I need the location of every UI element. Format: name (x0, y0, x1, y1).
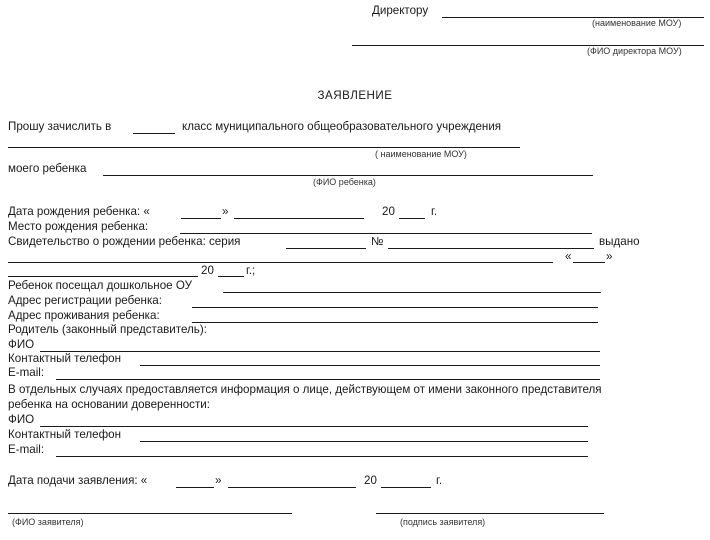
document-title: ЗАЯВЛЕНИЕ (317, 89, 393, 102)
child-name-caption: (ФИО ребенка) (313, 177, 376, 187)
child-label: моего ребенка (8, 162, 87, 175)
parent-phone-label: Контактный телефон (8, 352, 122, 365)
institution-field[interactable] (8, 147, 520, 148)
parent-phone-field[interactable] (140, 365, 600, 366)
proxy-email-field[interactable] (56, 456, 588, 457)
birth-date-label: Дата рождения ребенка: « (8, 205, 150, 218)
issued-by-field[interactable] (8, 262, 553, 263)
parent-email-label: E-mail: (8, 366, 45, 379)
proxy-note-line1: В отдельных случаях предоставляется информация о лице, действующем от имени законного представителя (8, 383, 602, 396)
reg-address-field[interactable] (192, 307, 598, 308)
submit-month-field[interactable] (228, 487, 356, 488)
reg-address-label: Адрес регистрации ребенка: (8, 294, 162, 307)
applicant-caption: (ФИО заявителя) (12, 517, 84, 527)
parent-fio-label: ФИО (8, 338, 35, 351)
director-label: Директору (372, 4, 429, 17)
preschool-label: Ребенок посещал дошкольное ОУ (8, 279, 192, 292)
birth-place-label: Место рождения ребенка: (8, 220, 149, 233)
proxy-note-line2: ребенка на основании доверенности: (8, 398, 210, 411)
certificate-series-field[interactable] (286, 248, 366, 249)
signature-caption: (подпись заявителя) (400, 517, 486, 527)
parent-email-field[interactable] (56, 379, 600, 380)
issue-year-prefix: 20 (201, 264, 214, 277)
live-address-label: Адрес проживания ребенка: (8, 309, 160, 322)
issue-quote-close: » (606, 250, 613, 263)
child-name-field[interactable] (103, 175, 593, 176)
number-sign: № (371, 235, 384, 248)
parent-label: Родитель (законный представитель): (8, 323, 207, 336)
birth-month-field[interactable] (234, 218, 364, 219)
submit-day-field[interactable] (176, 487, 214, 488)
proxy-fio-field[interactable] (40, 426, 588, 427)
issue-year-field[interactable] (218, 276, 244, 277)
issue-year-suffix: г.; (246, 264, 256, 277)
birth-place-field[interactable] (180, 233, 592, 234)
submit-date-label: Дата подачи заявления: « (8, 474, 148, 487)
proxy-phone-label: Контактный телефон (8, 428, 122, 441)
applicant-name-field[interactable] (8, 513, 292, 514)
enroll-label: Прошу зачислить в (8, 120, 112, 133)
submit-year-prefix: 20 (364, 474, 377, 487)
quote-close: » (222, 205, 229, 218)
issued-label: выдано (599, 235, 640, 248)
submit-quote-close: » (215, 474, 222, 487)
submit-year-field[interactable] (381, 487, 431, 488)
class-field[interactable] (133, 133, 175, 134)
birth-year-prefix: 20 (382, 205, 395, 218)
director-name-caption: (ФИО директора МОУ) (587, 46, 682, 56)
live-address-field[interactable] (192, 322, 598, 323)
certificate-number-field[interactable] (388, 248, 594, 249)
class-label: класс муниципального общеобразовательного учреждения (182, 120, 502, 133)
proxy-email-label: E-mail: (8, 443, 45, 456)
applicant-signature-field[interactable] (376, 513, 604, 514)
preschool-field[interactable] (223, 292, 601, 293)
birth-year-field[interactable] (399, 218, 425, 219)
mou-name-caption: (наименование МОУ) (592, 18, 682, 28)
proxy-fio-label: ФИО (8, 413, 35, 426)
issue-quote-open: « (565, 250, 572, 263)
proxy-phone-field[interactable] (140, 441, 588, 442)
issue-day-field[interactable] (573, 262, 605, 263)
submit-year-suffix: г. (436, 474, 443, 487)
parent-fio-field[interactable] (40, 351, 600, 352)
certificate-label: Свидетельство о рождении ребенка: серия (8, 235, 241, 248)
issue-month-field[interactable] (8, 276, 198, 277)
birth-day-field[interactable] (181, 218, 221, 219)
institution-caption: ( наименование МОУ) (375, 149, 467, 159)
birth-year-suffix: г. (431, 205, 438, 218)
